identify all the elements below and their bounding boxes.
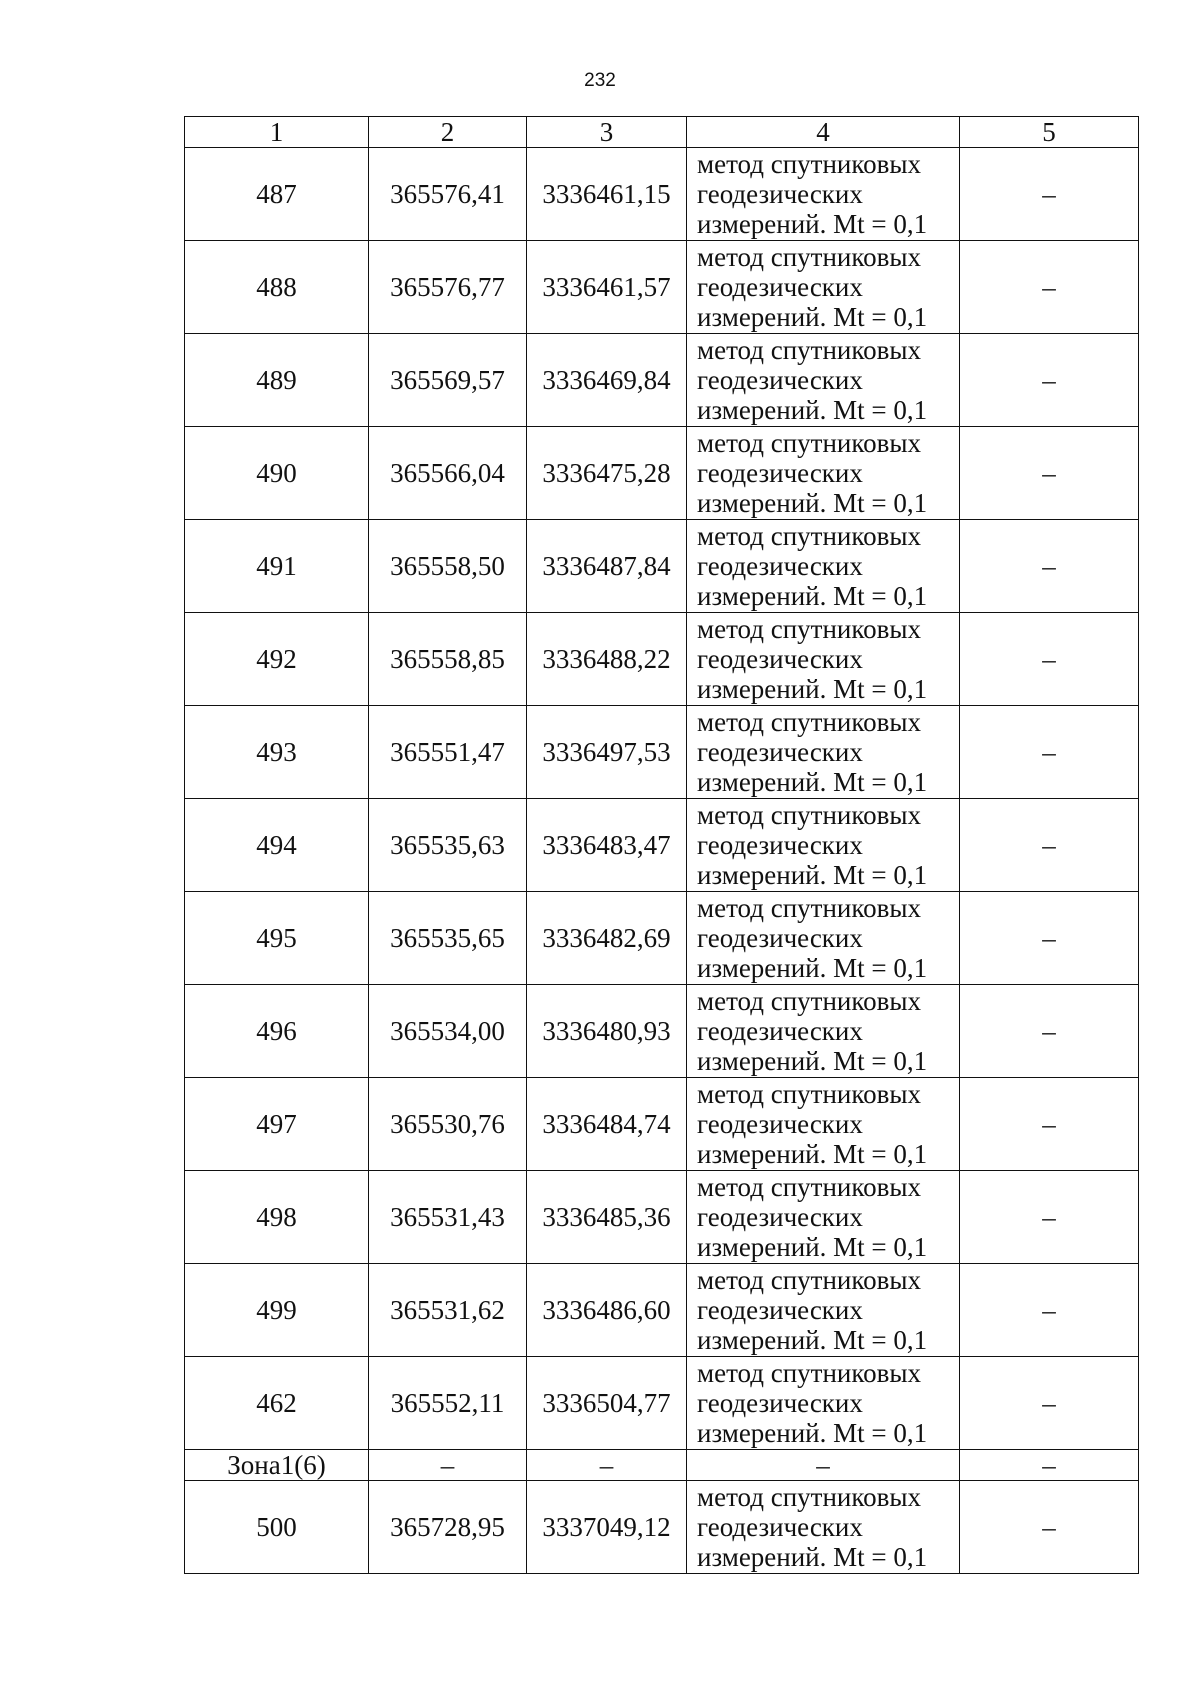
point-number-cell: 488 [185,241,369,334]
method-text-line: геодезических [697,1016,863,1046]
y-coordinate-cell: 3336497,53 [527,706,687,799]
column-header: 3 [527,117,687,148]
table-row [185,1078,1139,1171]
method-text-line: измерений. Mt = 0,1 [697,860,928,890]
method-cell [687,1357,960,1450]
extra-cell: – [960,241,1139,334]
table-body [185,148,1139,1574]
method-text-line: метод спутниковых [697,335,921,365]
method-text-line: геодезических [697,365,863,395]
method-text-line: измерений. Mt = 0,1 [697,488,928,518]
table-row [185,613,1139,706]
method-text-line: метод спутниковых [697,1079,921,1109]
method-cell [687,892,960,985]
method-text-line: измерений. Mt = 0,1 [697,1325,928,1355]
point-number-cell: 487 [185,148,369,241]
table-row [185,1264,1139,1357]
method-text-line: метод спутниковых [697,800,921,830]
method-cell [687,520,960,613]
extra-cell: – [960,892,1139,985]
zone-empty-cell: – [369,1450,527,1481]
extra-cell: – [960,1264,1139,1357]
extra-cell: – [960,427,1139,520]
point-number-cell: 497 [185,1078,369,1171]
point-number-cell: 489 [185,334,369,427]
y-coordinate-cell: 3336504,77 [527,1357,687,1450]
table-row [185,427,1139,520]
x-coordinate-cell: 365534,00 [369,985,527,1078]
y-coordinate-cell: 3336485,36 [527,1171,687,1264]
extra-cell: – [960,148,1139,241]
method-text-line: метод спутниковых [697,614,921,644]
method-cell [687,613,960,706]
x-coordinate-cell: 365551,47 [369,706,527,799]
method-cell [687,241,960,334]
zone-empty-cell: – [527,1450,687,1481]
x-coordinate-cell: 365558,50 [369,520,527,613]
y-coordinate-cell: 3336461,57 [527,241,687,334]
method-text-line: метод спутниковых [697,893,921,923]
method-text-line: геодезических [697,644,863,674]
method-text-line: геодезических [697,923,863,953]
zone-label-cell: Зона1(6) [185,1450,369,1481]
x-coordinate-cell: 365530,76 [369,1078,527,1171]
method-text-line: измерений. Mt = 0,1 [697,302,928,332]
y-coordinate-cell: 3336482,69 [527,892,687,985]
y-coordinate-cell: 3336488,22 [527,613,687,706]
x-coordinate-cell: 365576,41 [369,148,527,241]
y-coordinate-cell: 3336475,28 [527,427,687,520]
method-text-line: измерений. Mt = 0,1 [697,1139,928,1169]
y-coordinate-cell: 3336461,15 [527,148,687,241]
y-coordinate-cell: 3337049,12 [527,1481,687,1574]
point-number-cell: 499 [185,1264,369,1357]
method-text-line: метод спутниковых [697,242,921,272]
page-number: 232 [584,70,616,91]
point-number-cell: 491 [185,520,369,613]
x-coordinate-cell: 365558,85 [369,613,527,706]
table-row [185,241,1139,334]
method-cell [687,706,960,799]
method-cell [687,1481,960,1574]
method-text-line: измерений. Mt = 0,1 [697,209,928,239]
method-text-line: геодезических [697,1109,863,1139]
x-coordinate-cell: 365531,62 [369,1264,527,1357]
table-row [185,1357,1139,1450]
method-text-line: геодезических [697,272,863,302]
method-text-line: метод спутниковых [697,149,921,179]
method-text-line: измерений. Mt = 0,1 [697,1046,928,1076]
method-cell [687,799,960,892]
method-text-line: геодезических [697,458,863,488]
x-coordinate-cell: 365576,77 [369,241,527,334]
method-text-line: измерений. Mt = 0,1 [697,767,928,797]
method-cell [687,1264,960,1357]
table-row [185,799,1139,892]
method-text-line: метод спутниковых [697,707,921,737]
point-number-cell: 500 [185,1481,369,1574]
x-coordinate-cell: 365552,11 [369,1357,527,1450]
table-row [185,985,1139,1078]
method-text-line: геодезических [697,1512,863,1542]
x-coordinate-cell: 365566,04 [369,427,527,520]
y-coordinate-cell: 3336487,84 [527,520,687,613]
extra-cell: – [960,1481,1139,1574]
extra-cell: – [960,985,1139,1078]
table-row [185,892,1139,985]
method-text-line: измерений. Mt = 0,1 [697,395,928,425]
table-row [185,148,1139,241]
method-text-line: метод спутниковых [697,1172,921,1202]
method-text-line: метод спутниковых [697,521,921,551]
y-coordinate-cell: 3336480,93 [527,985,687,1078]
method-text-line: метод спутниковых [697,1358,921,1388]
point-number-cell: 498 [185,1171,369,1264]
method-text-line: измерений. Mt = 0,1 [697,1232,928,1262]
point-number-cell: 492 [185,613,369,706]
extra-cell: – [960,706,1139,799]
method-text-line: геодезических [697,830,863,860]
point-number-cell: 462 [185,1357,369,1450]
method-cell [687,1171,960,1264]
method-text-line: метод спутниковых [697,1265,921,1295]
coordinates-table [184,116,1139,1574]
extra-cell: – [960,520,1139,613]
column-header: 2 [369,117,527,148]
extra-cell: – [960,334,1139,427]
extra-cell: – [960,1171,1139,1264]
zone-empty-cell: – [687,1450,960,1481]
table-row [185,706,1139,799]
method-text-line: геодезических [697,737,863,767]
method-cell [687,985,960,1078]
method-text-line: измерений. Mt = 0,1 [697,1418,928,1448]
point-number-cell: 495 [185,892,369,985]
x-coordinate-cell: 365728,95 [369,1481,527,1574]
method-text-line: геодезических [697,1388,863,1418]
table-row [185,334,1139,427]
method-text-line: измерений. Mt = 0,1 [697,674,928,704]
y-coordinate-cell: 3336484,74 [527,1078,687,1171]
method-text-line: измерений. Mt = 0,1 [697,953,928,983]
method-cell [687,427,960,520]
method-text-line: метод спутниковых [697,986,921,1016]
column-header: 1 [185,117,369,148]
table-header-row [185,117,1139,148]
table-row [185,1171,1139,1264]
method-text-line: измерений. Mt = 0,1 [697,581,928,611]
point-number-cell: 493 [185,706,369,799]
method-cell [687,1078,960,1171]
method-text-line: метод спутниковых [697,1482,921,1512]
method-text-line: геодезических [697,551,863,581]
method-text-line: геодезических [697,1202,863,1232]
extra-cell: – [960,1357,1139,1450]
zone-row [185,1450,1139,1481]
method-text-line: геодезических [697,1295,863,1325]
extra-cell: – [960,799,1139,892]
table-row [185,1481,1139,1574]
point-number-cell: 494 [185,799,369,892]
point-number-cell: 496 [185,985,369,1078]
extra-cell: – [960,613,1139,706]
x-coordinate-cell: 365531,43 [369,1171,527,1264]
point-number-cell: 490 [185,427,369,520]
column-header: 5 [960,117,1139,148]
table-row [185,520,1139,613]
y-coordinate-cell: 3336469,84 [527,334,687,427]
method-cell [687,334,960,427]
extra-cell: – [960,1078,1139,1171]
method-text-line: метод спутниковых [697,428,921,458]
y-coordinate-cell: 3336483,47 [527,799,687,892]
x-coordinate-cell: 365535,63 [369,799,527,892]
method-text-line: геодезических [697,179,863,209]
x-coordinate-cell: 365535,65 [369,892,527,985]
x-coordinate-cell: 365569,57 [369,334,527,427]
zone-empty-cell: – [960,1450,1139,1481]
column-header: 4 [687,117,960,148]
method-text-line: измерений. Mt = 0,1 [697,1542,928,1572]
y-coordinate-cell: 3336486,60 [527,1264,687,1357]
method-cell [687,148,960,241]
